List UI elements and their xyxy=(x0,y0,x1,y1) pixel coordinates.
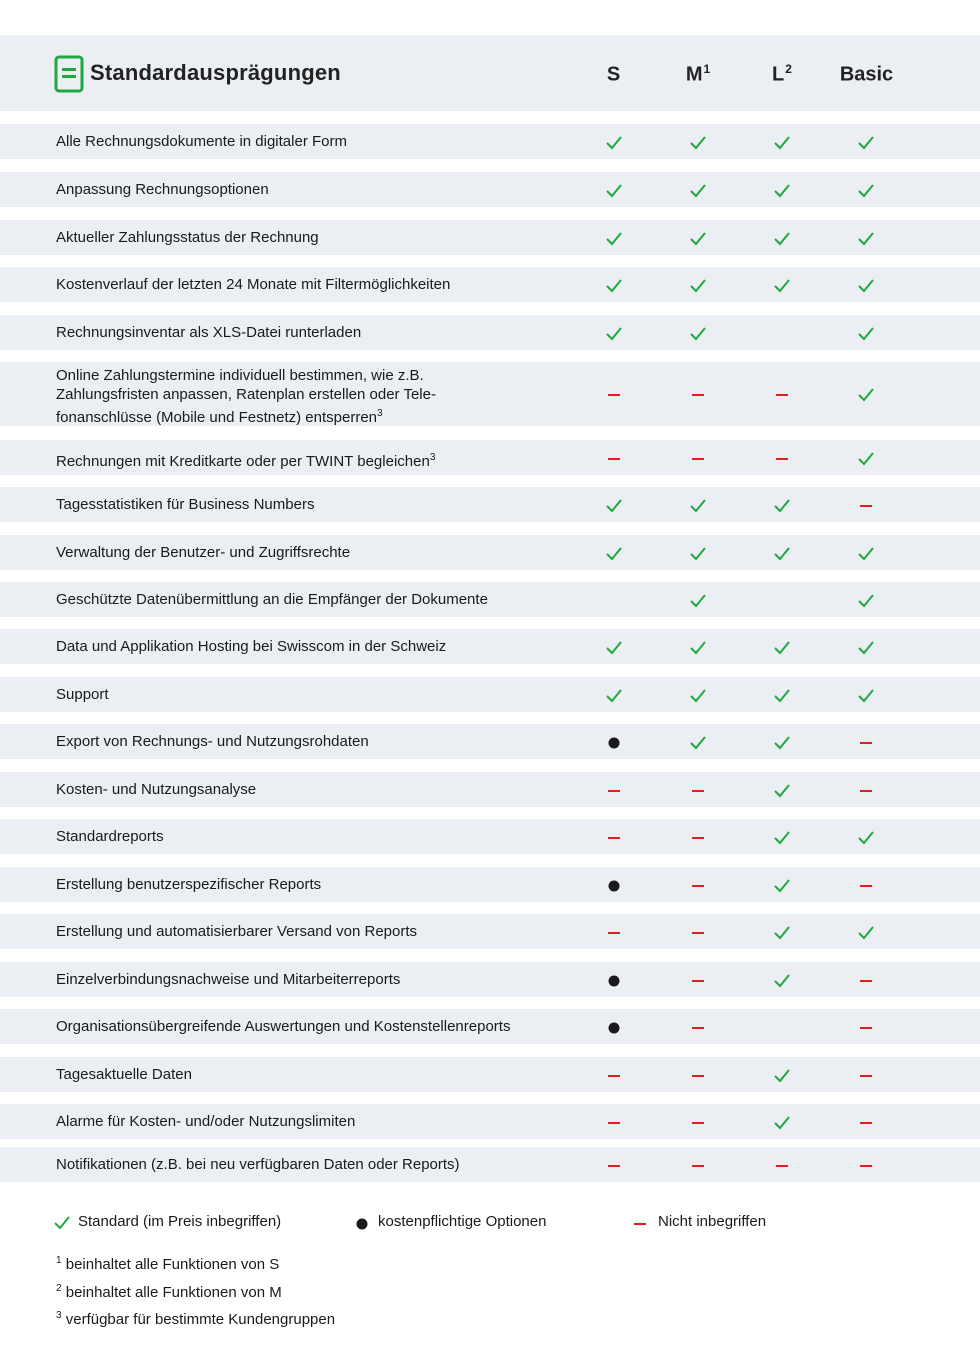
table-row xyxy=(0,1009,980,1044)
dash-icon-s xyxy=(594,923,634,943)
check-icon-l xyxy=(762,733,802,753)
row-label: Aktueller Zahlungsstatus der Rechnung xyxy=(56,229,319,246)
row-label: Data und Applikation Hosting bei Swisscom in der Schweiz xyxy=(56,638,447,655)
dash-icon-basic xyxy=(846,971,886,991)
row-label: Kostenverlauf der letzten 24 Monate mit Filtermöglichkeiten xyxy=(56,276,451,293)
table-row xyxy=(0,819,980,854)
dash-icon-s xyxy=(594,828,634,848)
table-row xyxy=(0,1147,980,1182)
dash-icon-basic xyxy=(846,876,886,896)
table-row xyxy=(0,914,980,949)
page-title: Standardausprägungen xyxy=(90,60,341,85)
check-icon-m xyxy=(678,686,718,706)
check-icon-m xyxy=(678,496,718,516)
check-icon-m xyxy=(678,324,718,344)
column-header-l: $L^2$ xyxy=(772,62,792,86)
check-icon-l xyxy=(762,496,802,516)
table-row xyxy=(0,867,980,902)
check-icon-m xyxy=(678,544,718,564)
dash-icon-basic xyxy=(846,1018,886,1038)
check-icon-s xyxy=(594,181,634,201)
check-icon-s xyxy=(594,544,634,564)
dash-icon-basic xyxy=(846,1066,886,1086)
row-label: Support xyxy=(56,686,109,703)
dash-icon-basic xyxy=(846,496,886,516)
check-icon-l xyxy=(762,544,802,564)
dash-icon-m xyxy=(678,876,718,896)
check-icon-m xyxy=(678,638,718,658)
check-icon-basic xyxy=(846,449,886,469)
table-row xyxy=(0,220,980,255)
dash-icon-basic xyxy=(846,733,886,753)
dot-icon-s xyxy=(594,733,634,753)
check-icon-l xyxy=(762,276,802,296)
dash-icon-s xyxy=(594,781,634,801)
table-row xyxy=(0,172,980,207)
row-label: Verwaltung der Benutzer- und Zugriffsrechte xyxy=(56,544,351,561)
dash-icon-basic xyxy=(846,1156,886,1176)
table-row xyxy=(0,267,980,302)
dash-icon-s xyxy=(594,385,634,405)
check-icon-l xyxy=(762,1113,802,1133)
column-header-basic: Basic xyxy=(839,63,894,86)
check-icon-l xyxy=(762,876,802,896)
check-icon-m xyxy=(678,276,718,296)
dot-icon-s xyxy=(594,1018,634,1038)
row-label: Standardreports xyxy=(56,828,164,845)
column-header-m: $M^1$ xyxy=(685,62,711,86)
check-icon-s xyxy=(594,686,634,706)
row-label: Notifikationen (z.B. bei neu verfügbaren Daten oder Reports) xyxy=(56,1156,460,1173)
dot-icon-s xyxy=(594,876,634,896)
row-label: Rechnungsinventar als XLS-Datei runterladen xyxy=(56,324,362,341)
check-icon-s xyxy=(594,638,634,658)
check-icon-l xyxy=(762,181,802,201)
row-label: Anpassung Rechnungsoptionen xyxy=(56,181,269,198)
row-label: Alarme für Kosten- und/oder Nutzungslimiten xyxy=(56,1113,356,1130)
dash-icon-basic xyxy=(846,1113,886,1133)
check-icon-l xyxy=(762,133,802,153)
row-label: Alle Rechnungsdokumente in digitaler Form xyxy=(56,133,347,150)
table-row xyxy=(0,629,980,664)
row-label: Tagesstatistiken für Business Numbers xyxy=(56,496,315,513)
table-row xyxy=(0,582,980,617)
check-icon-basic xyxy=(846,229,886,249)
row-label: Einzelverbindungsnachweise und Mitarbeiterreports xyxy=(56,971,401,988)
dash-icon-m xyxy=(678,449,718,469)
dash-icon-s xyxy=(594,449,634,469)
dash-icon-l xyxy=(762,1156,802,1176)
row-label: Rechnungen mit Kreditkarte oder per TWINT begleichen$^3$ xyxy=(56,452,436,470)
document-icon xyxy=(54,55,84,93)
row-label: Erstellung benutzerspezifischer Reports xyxy=(56,876,322,893)
check-icon-l xyxy=(762,229,802,249)
check-icon-basic xyxy=(846,544,886,564)
dash-icon-m xyxy=(678,1113,718,1133)
footnote-3: $^3$ verfügbar für bestimmte Kundengruppen xyxy=(56,1310,336,1328)
row-label: Online Zahlungstermine individuell bestimmen, wie z.B. Zahlungsfristen anpassen, Ratenplan erstellen oder Tele- fonanschlüsse (Mobile und Festnetz) entsperren$^3$ xyxy=(56,367,436,426)
check-icon-basic xyxy=(846,923,886,943)
check-icon-l xyxy=(762,971,802,991)
check-icon-s xyxy=(594,229,634,249)
dash-icon-m xyxy=(678,923,718,943)
footnote-1: $^1$ beinhaltet alle Funktionen von S xyxy=(56,1255,280,1273)
check-icon-l xyxy=(762,828,802,848)
check-icon-basic xyxy=(846,686,886,706)
check-icon-s xyxy=(594,133,634,153)
check-icon-l xyxy=(762,638,802,658)
dash-icon xyxy=(630,1217,650,1231)
dash-icon-m xyxy=(678,1018,718,1038)
check-icon-basic xyxy=(846,385,886,405)
table-row xyxy=(0,724,980,759)
check-icon xyxy=(52,1214,72,1232)
row-label: Erstellung und automatisierbarer Versand von Reports xyxy=(56,923,418,940)
table-row xyxy=(0,535,980,570)
legend-standard: Standard (im Preis inbegriffen) xyxy=(78,1213,282,1230)
table-row xyxy=(0,124,980,159)
dash-icon-m xyxy=(678,1156,718,1176)
dash-icon-m xyxy=(678,828,718,848)
check-icon-l xyxy=(762,686,802,706)
check-icon-basic xyxy=(846,133,886,153)
dot-icon xyxy=(355,1217,369,1231)
check-icon-s xyxy=(594,276,634,296)
table-row xyxy=(0,362,980,426)
table-row xyxy=(0,440,980,475)
table-row xyxy=(0,1104,980,1139)
row-label: Tagesaktuelle Daten xyxy=(56,1066,192,1083)
dash-icon-m xyxy=(678,971,718,991)
table-row xyxy=(0,962,980,997)
dash-icon-l xyxy=(762,385,802,405)
row-label: Geschützte Datenübermittlung an die Empfänger der Dokumente xyxy=(56,591,488,608)
row-label: Export von Rechnungs- und Nutzungsrohdaten xyxy=(56,733,369,750)
check-icon-s xyxy=(594,324,634,344)
check-icon-l xyxy=(762,1066,802,1086)
table-row xyxy=(0,1057,980,1092)
check-icon-basic xyxy=(846,276,886,296)
legend-excluded: Nicht inbegriffen xyxy=(658,1213,767,1230)
row-label: Organisationsübergreifende Auswertungen und Kostenstellenreports xyxy=(56,1018,511,1035)
footnote-2: $^2$ beinhaltet alle Funktionen von M xyxy=(56,1283,282,1301)
dash-icon-s xyxy=(594,1156,634,1176)
dash-icon-m xyxy=(678,781,718,801)
check-icon-basic xyxy=(846,324,886,344)
check-icon-m xyxy=(678,229,718,249)
dash-icon-basic xyxy=(846,781,886,801)
column-header-s: S xyxy=(606,63,621,86)
check-icon-m xyxy=(678,133,718,153)
table-row xyxy=(0,772,980,807)
check-icon-m xyxy=(678,591,718,611)
check-icon-basic xyxy=(846,591,886,611)
dash-icon-m xyxy=(678,385,718,405)
check-icon-m xyxy=(678,181,718,201)
dash-icon-l xyxy=(762,449,802,469)
check-icon-basic xyxy=(846,828,886,848)
check-icon-basic xyxy=(846,638,886,658)
check-icon-basic xyxy=(846,181,886,201)
table-row xyxy=(0,487,980,522)
row-label: Kosten- und Nutzungsanalyse xyxy=(56,781,257,798)
table-row xyxy=(0,315,980,350)
check-icon-m xyxy=(678,733,718,753)
legend-optional: kostenpflichtige Optionen xyxy=(378,1213,547,1230)
check-icon-l xyxy=(762,781,802,801)
table-row xyxy=(0,677,980,712)
dash-icon-m xyxy=(678,1066,718,1086)
dash-icon-s xyxy=(594,1066,634,1086)
check-icon-s xyxy=(594,496,634,516)
dot-icon-s xyxy=(594,971,634,991)
check-icon-l xyxy=(762,923,802,943)
dash-icon-s xyxy=(594,1113,634,1133)
